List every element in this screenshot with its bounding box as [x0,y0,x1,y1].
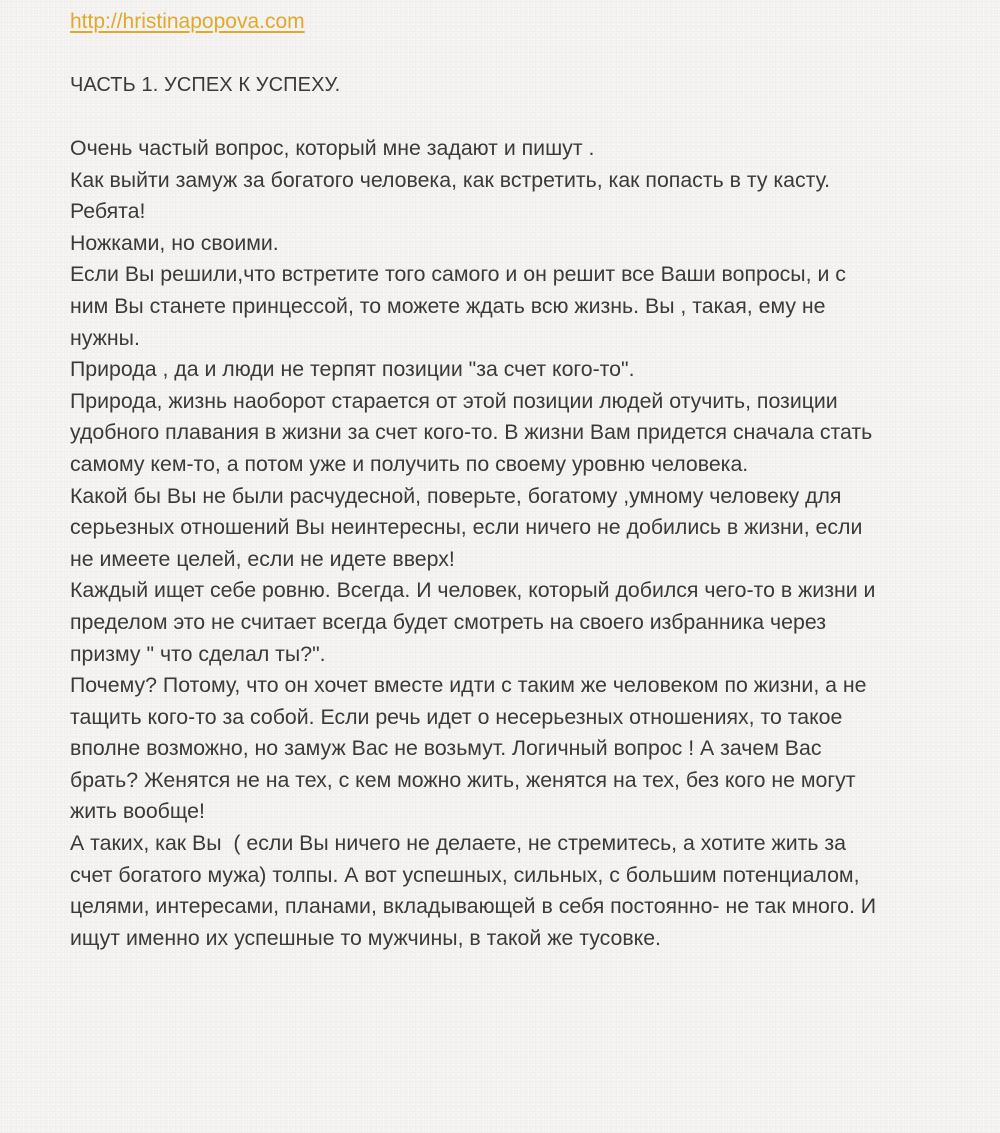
note-body [70,133,950,954]
body-line: не имеете целей, если не идете вверх! [70,546,455,571]
body-line: Природа, жизнь наоборот старается от этой позиции людей отучить, позиции [70,388,838,413]
body-line: А таких, как Вы ( если Вы ничего не делаете, не стремитесь, а хотите жить за [70,831,846,856]
body-line: призму " что сделал ты?". [70,641,326,666]
body-line: Каждый ищет себе ровню. Всегда. И человек, который добился чего-то в жизни и [70,578,876,603]
body-line: Ножками, но своими. [70,230,279,255]
part-heading: ЧАСТЬ 1. УСПЕХ К УСПЕХУ. [70,74,341,96]
body-line: удобного плавания в жизни за счет кого-то. В жизни Вам придется сначала стать [70,420,873,445]
website-link[interactable]: http://hristinapopova.com [70,10,305,33]
body-line: вполне возможно, но замуж Вас не возьмут. Логичный вопрос ! А зачем Вас [70,736,822,761]
body-line: Природа , да и люди не терпят позиции "за счет кого-то". [70,357,635,382]
body-line: брать? Женятся не на тех, с кем можно жить, женятся на тех, без кого не могут [70,767,856,792]
body-line: ним Вы станете принцессой, то можете ждать всю жизнь. Вы , такая, ему не [70,293,826,318]
body-line: Ребята! [70,199,146,224]
body-line: жить вообще! [70,799,205,824]
note-page [70,6,950,954]
body-line: нужны. [70,325,140,350]
body-line: Если Вы решили,что встретите того самого и он решит все Ваши вопросы, и с [70,262,846,287]
body-line: Почему? Потому, что он хочет вместе идти с таким же человеком по жизни, а не [70,673,867,698]
body-line: серьезных отношений Вы неинтересны, если ничего не добились в жизни, если [70,515,863,540]
body-line: пределом это не считает всегда будет смотреть на своего избранника через [70,609,826,634]
body-line: целями, интересами, планами, вкладывающей в себя постоянно- не так много. И [70,894,877,919]
body-line: тащить кого-то за собой. Если речь идет о несерьезных отношениях, то такое [70,704,843,729]
body-line: самому кем-то, а потом уже и получить по своему уровню человека. [70,451,749,476]
body-line: Какой бы Вы не были расчудесной, поверьте, богатому ,умному человеку для [70,483,842,508]
body-line: Очень частый вопрос, который мне задают и пишут . [70,136,595,160]
body-line: Как выйти замуж за богатого человека, как встретить, как попасть в ту касту. [70,167,831,192]
body-line: ищут именно их успешные то мужчины, в такой же тусовке. [70,925,661,950]
body-line: счет богатого мужа) толпы. А вот успешных, сильных, с большим потенциалом, [70,862,860,887]
